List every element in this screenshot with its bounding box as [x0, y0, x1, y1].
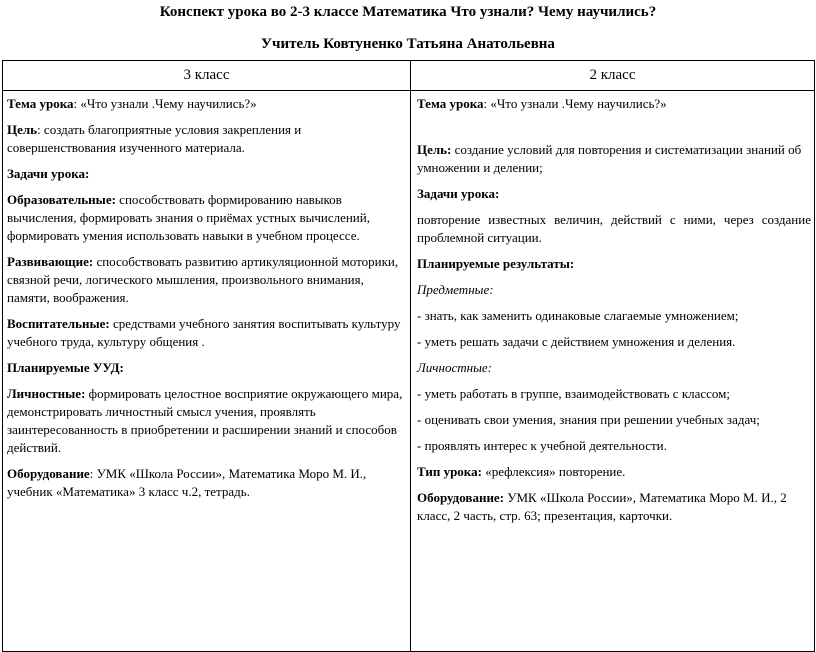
right-subject-heading: Предметные:	[417, 282, 494, 297]
right-results-heading: Планируемые результаты:	[417, 256, 575, 271]
left-goal-label: Цель	[7, 122, 38, 137]
grade-2-cell	[411, 91, 815, 652]
table-content-row	[3, 91, 815, 652]
right-personal-heading: Личностные:	[417, 360, 492, 375]
left-equipment-text: : УМК «Школа России», Математика Моро М. И., учебник «Математика» 3 класс ч.2, тетрадь.	[7, 466, 367, 499]
right-goal-label: Цель:	[417, 142, 452, 157]
left-topic-text: : «Что узнали .Чему научились?»	[73, 96, 257, 111]
right-tasks-heading: Задачи урока:	[417, 186, 500, 201]
right-lesson-type	[417, 463, 811, 481]
right-equipment-text: УМК «Школа России», Математика Моро М. И., 2 класс, 2 часть, стр. 63; презентация, карточки.	[417, 490, 787, 523]
right-goal	[417, 141, 811, 177]
left-uud-heading: Планируемые УУД:	[7, 360, 124, 375]
left-equipment	[7, 465, 407, 501]
left-developmental-text: способствовать развитию артикуляционной моторики, связной речи, логического мышления, произвольного внимания, памяти, воображения.	[7, 254, 399, 305]
left-tasks-heading: Задачи урока:	[7, 166, 90, 181]
left-upbringing-label: Воспитательные:	[7, 316, 110, 331]
right-topic	[417, 95, 811, 113]
table-header-row	[3, 61, 815, 91]
right-goal-text: создание условий для повторения и систематизации знаний об умножении и делении;	[417, 142, 802, 175]
left-personal-text: формировать целостное восприятие окружающего мира, демонстрировать личностный смысл учения, проявлять заинтересованность в приобретении и расширении знаний и способов действий.	[7, 386, 403, 455]
left-educational-label: Образовательные:	[7, 192, 116, 207]
left-upbringing	[7, 315, 407, 351]
left-goal-text: : создать благоприятные условия закрепления и совершенствования изученного материала.	[7, 122, 302, 155]
right-equipment-label: Оборудование:	[417, 490, 505, 505]
right-personal-item: - уметь работать в группе, взаимодействовать с классом;	[417, 386, 731, 401]
grade-3-cell	[3, 91, 411, 652]
document-title: Конспект урока во 2-3 классе Математика Что узнали? Чему научились?	[159, 4, 657, 20]
right-topic-label: Тема урока	[417, 96, 484, 111]
column-header-grade-2: 2 класс	[411, 61, 815, 91]
right-lesson-type-label: Тип урока:	[417, 464, 482, 479]
left-topic	[7, 95, 407, 113]
right-subject-item: - уметь решать задачи с действием умножения и деления.	[417, 334, 736, 349]
left-personal	[7, 385, 407, 457]
right-personal-item: - оценивать свои умения, знания при решении учебных задач;	[417, 412, 760, 427]
left-equipment-label: Оборудование	[7, 466, 90, 481]
left-educational-text: способствовать формированию навыков вычисления, формировать знания о приёмах устных вычислений, формировать умения использовать навыки в учебном процессе.	[7, 192, 370, 243]
left-developmental-label: Развивающие:	[7, 254, 94, 269]
left-upbringing-text: средствами учебного занятия воспитывать культуру учебного труда, культуру общения .	[7, 316, 401, 349]
left-developmental	[7, 253, 407, 307]
right-tasks-text: повторение известных величин, действий с ними, через создание проблемной ситуации.	[417, 212, 811, 245]
lesson-table	[2, 60, 815, 652]
left-topic-label: Тема урока	[7, 96, 74, 111]
right-topic-text: : «Что узнали .Чему научились?»	[483, 96, 667, 111]
teacher-name: Учитель Ковтуненко Татьяна Анатольевна	[261, 36, 555, 52]
right-lesson-type-text: «рефлексия» повторение.	[481, 464, 626, 479]
left-goal	[7, 121, 407, 157]
left-personal-label: Личностные:	[7, 386, 86, 401]
left-educational	[7, 191, 407, 245]
right-equipment	[417, 489, 811, 525]
right-personal-item: - проявлять интерес к учебной деятельности.	[417, 438, 667, 453]
column-header-grade-3: 3 класс	[3, 61, 411, 91]
right-subject-item: - знать, как заменить одинаковые слагаемые умножением;	[417, 308, 739, 323]
